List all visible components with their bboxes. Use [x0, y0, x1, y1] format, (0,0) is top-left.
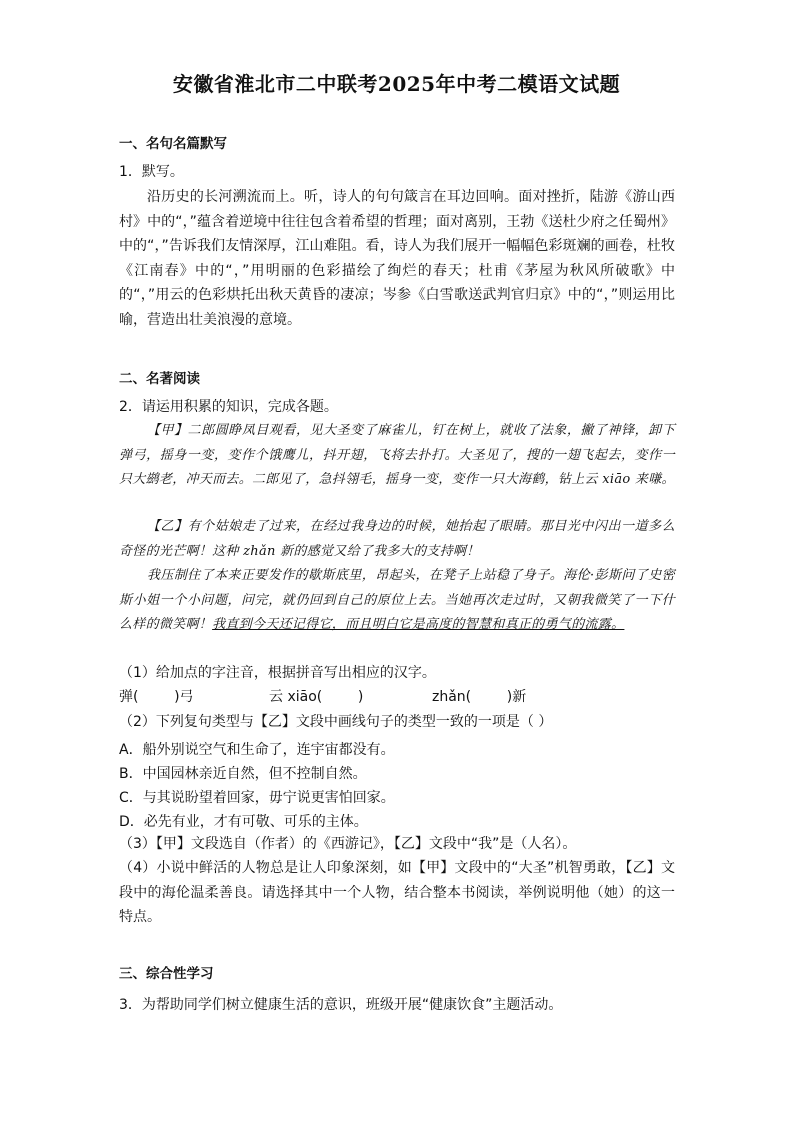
question-3-text: 3．为帮助同学们树立健康生活的意识，班级开展“健康饮食”主题活动。 [119, 997, 563, 1013]
sub-question-2: （2）下列复句类型与【乙】文段中画线句子的类型一致的一项是（ ） [119, 714, 553, 730]
section-heading-2: 二、名著阅读 [119, 371, 200, 387]
passage-yi-paragraph-1: 【乙】有个姑娘走了过来，在经过我身边的时候，她抬起了眼睛。那目光中闪出一道多么奇怪的光芒啊！这种 zhǎn 新的感觉又给了我多大的支持啊！ [119, 519, 675, 559]
option-c: C．与其说盼望着回家，毋宁说更害怕回家。 [119, 790, 395, 806]
passage-yi-plain-text: 我压制住了本来正要发作的歇斯底里，昂起头，在凳子上站稳了身子。海伦·彭斯问了史密斯小姐一个小问题，问完，就仍回到自己的原位上去。当她再次走过时，又朝我微笑了一下什么样的微笑啊！ [119, 568, 675, 632]
question-1-text: 沿历史的长河溯流而上。听，诗人的句句箴言在耳边回响。面对挫折，陆游《游山西村》中的“，”蕴含着逆境中往往包含着希望的哲理；面对离别，王勃《送杜少府之任蜀州》中的“，”告诉我们友情深厚，江山难阻。看，诗人为我们展开一幅幅色彩斑斓的画卷，杜牧《江南春》中的“，”用明丽的色彩描绘了绚烂的春天；杜甫《茅屋为秋风所破歌》中的“，”用云的色彩烘托出秋天黄昏的凄凉；岑参《白雪歌送武判官归京》中的“，”则运用比喻，营造出壮美浪漫的意境。 [119, 189, 675, 328]
pinyin-item-2: 云 xiāo( ) [269, 689, 364, 705]
section-heading-3: 三、综合性学习 [119, 966, 214, 982]
option-b: B．中国园林亲近自然，但不控制自然。 [119, 766, 367, 782]
question-2-label: 2．请运用积累的知识，完成各题。 [119, 399, 338, 415]
underlined-sentence: 我直到今天还记得它，而且明白它是高度的智慧和真正的勇气的流露。 [212, 617, 625, 632]
passage-jia: 【甲】二郎圆睁凤目观看，见大圣变了麻雀儿，钉在树上，就收了法象，撇了神锋，卸下弹弓，摇身一变，变作个饿鹰儿，抖开翅，飞将去扑打。大圣见了，搜的一翅飞起去，变作一只大鹚老，冲天而去。二郎见了，急抖翎毛，摇身一变，变作一只大海鹤，钻上云 xiāo 来嗛。 [119, 423, 675, 487]
section-heading-1: 一、名句名篇默写 [119, 136, 227, 152]
pinyin-items-row [119, 686, 675, 710]
option-d: D．必先有业，才有可敬、可乐的主体。 [119, 814, 368, 830]
pinyin-item-3: zhǎn( )新 [432, 689, 527, 705]
pinyin-item-1: 弹( )弓 [119, 689, 194, 705]
sub-question-4: （4）小说中鲜活的人物总是让人印象深刻，如【甲】文段中的“大圣”机智勇敢，【乙】文段中的海伦温柔善良。请选择其中一个人物，结合整本书阅读，举例说明他（她）的这一特点。 [119, 860, 675, 925]
passage-yi-paragraph-2 [119, 564, 675, 638]
question-1-label: 1．默写。 [119, 164, 184, 180]
sub-question-3: （3）【甲】文段选自（作者）的《西游记》，【乙】文段中“我”是（人名）。 [119, 836, 577, 852]
option-a: A．船外别说空气和生命了，连宇宙都没有。 [119, 742, 395, 758]
exam-title: 安徽省淮北市二中联考2025年中考二模语文试题 [172, 72, 621, 96]
sub-question-1: （1）给加点的字注音，根据拼音写出相应的汉字。 [119, 665, 436, 681]
